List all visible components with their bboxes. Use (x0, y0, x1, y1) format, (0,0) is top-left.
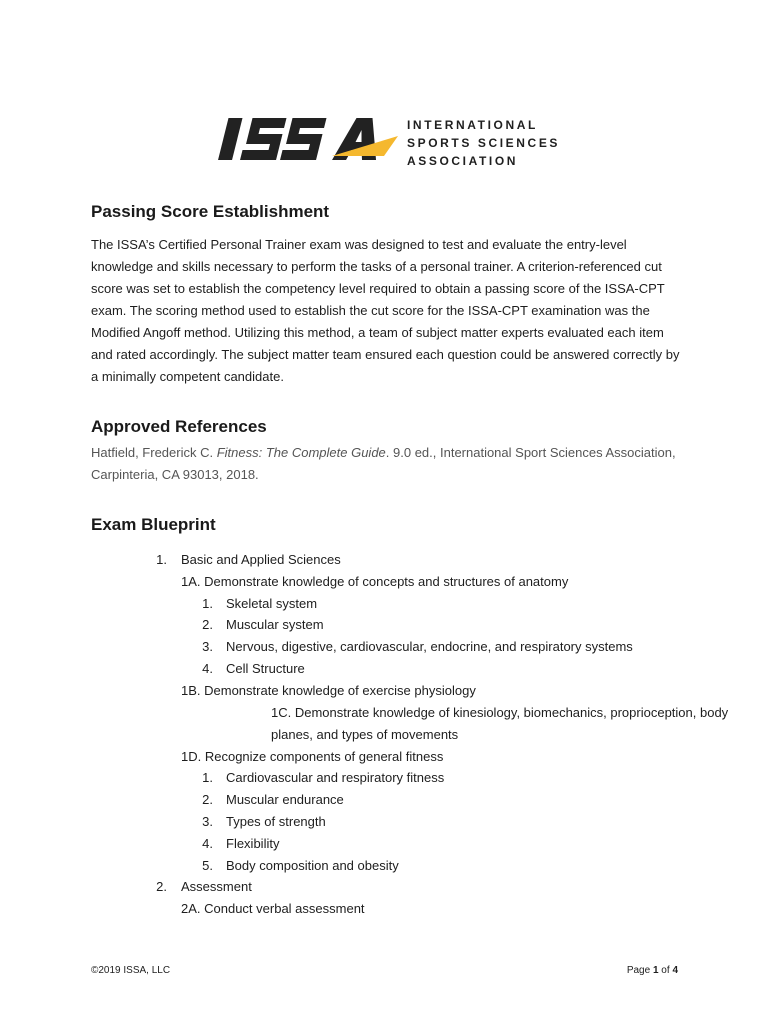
logo-line-1: INTERNATIONAL (407, 118, 538, 132)
list-item: 3. Nervous, digestive, cardiovascular, endocrine, and respiratory systems (202, 639, 633, 655)
passing-score-paragraph: The ISSA’s Certified Personal Trainer exam was designed to test and evaluate the entry-level knowledge and skills necessary to perform the tasks of a personal trainer. A criterion-referenced cut score was set to establish the competency level required to obtain a passing score of the ISSA-CPT exam. The scoring method used to establish the cut score for the ISSA-CPT examination was the Modified Angoff method. Utilizing this method, a team of subject matter experts evaluated each item and rated accordingly. The subject matter team ensured each question could be answered correctly by a minimally competent candidate. (91, 237, 680, 384)
exam-blueprint-list (91, 549, 729, 920)
list-item: 2A. Conduct verbal assessment (181, 901, 365, 917)
list-item: 2. Assessment (156, 879, 252, 895)
list-item: 5. Body composition and obesity (202, 857, 399, 873)
list-item: 1. Basic and Applied Sciences (156, 552, 341, 567)
list-item: 1A. Demonstrate knowledge of concepts and structures of anatomy (181, 573, 569, 589)
list-item: 1. Cardiovascular and respiratory fitness (202, 770, 445, 786)
list-item: 1D. Recognize components of general fitness (181, 748, 444, 764)
ref-rest: . 9.0 ed., International Sport Sciences Association, Carpinteria, CA 93013, 2018. (91, 445, 676, 482)
logo-text (407, 116, 560, 170)
list-item: 2. Muscular system (202, 617, 324, 633)
issa-logo-mark (212, 112, 402, 168)
footer-copyright: ©2019 ISSA, LLC (91, 965, 171, 976)
issa-logo (212, 112, 561, 168)
list-item: 1C. Demonstrate knowledge of kinesiology, biomechanics, proprioception, body planes, and types of movements (271, 704, 729, 742)
list-item: 1B. Demonstrate knowledge of exercise physiology (181, 682, 476, 698)
list-item: 3. Types of strength (202, 813, 326, 829)
ref-author: Hatfield, Frederick C. (91, 445, 217, 460)
list-item: 2. Muscular endurance (202, 792, 344, 808)
logo-line-3: ASSOCIATION (407, 154, 519, 168)
list-item: 4. Flexibility (202, 835, 280, 851)
heading-exam-blueprint: Exam Blueprint (91, 515, 216, 534)
list-item: 4. Cell Structure (202, 660, 305, 676)
heading-passing-score: Passing Score Establishment (91, 202, 330, 221)
list-item: 1. Skeletal system (202, 595, 318, 611)
ref-title: Fitness: The Complete Guide (216, 445, 386, 460)
logo-line-2: SPORTS SCIENCES (407, 136, 561, 150)
heading-approved-references: Approved References (91, 417, 267, 436)
reference-citation (91, 442, 681, 486)
footer-page-number: Page 1 of 4 (626, 965, 678, 976)
